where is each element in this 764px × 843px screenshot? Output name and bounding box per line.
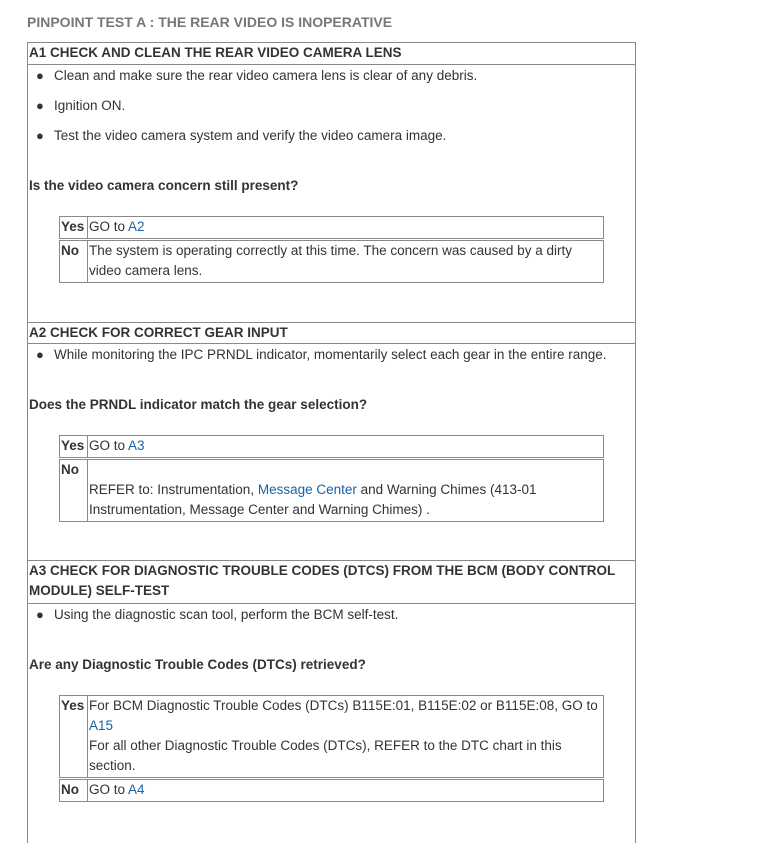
step-a2-answers: [59, 435, 604, 522]
yes-action: GO to A3: [88, 436, 604, 458]
yes-action: GO to A2: [88, 217, 604, 239]
answer-no-row: [60, 780, 604, 802]
answer-yes-row: [60, 436, 604, 458]
list-item: ● Test the video camera system and verify the video camera image.: [36, 128, 447, 143]
step-a2-question: Does the PRNDL indicator match the gear selection?: [29, 397, 368, 412]
bullet-icon: ●: [36, 98, 44, 113]
yes-label: Yes: [60, 217, 88, 239]
no-label: No: [60, 780, 88, 802]
step-a2-title: A2 CHECK FOR CORRECT GEAR INPUT: [28, 323, 635, 344]
list-item: ● While monitoring the IPC PRNDL indicator, momentarily select each gear in the entire range.: [36, 347, 607, 362]
answer-yes-row: [60, 696, 604, 778]
link-a2[interactable]: A2: [128, 219, 145, 234]
list-item: ● Ignition ON.: [36, 98, 126, 113]
answer-yes-row: [60, 217, 604, 239]
answer-no-row: [60, 241, 604, 283]
page-title: PINPOINT TEST A : THE REAR VIDEO IS INOPERATIVE: [27, 14, 393, 30]
step-a1-question: Is the video camera concern still present?: [29, 178, 299, 193]
step-a3-answers: [59, 695, 604, 802]
link-a15[interactable]: A15: [89, 718, 114, 733]
answer-no-row: [60, 460, 604, 522]
yes-label: Yes: [60, 436, 88, 458]
step-a3-title: A3 CHECK FOR DIAGNOSTIC TROUBLE CODES (DTCS) FROM THE BCM (BODY CONTROL MODULE) SELF-TEST: [28, 561, 635, 604]
step-a1-answers: [59, 216, 604, 283]
link-a4[interactable]: A4: [128, 782, 145, 797]
bullet-icon: ●: [36, 347, 44, 362]
list-item: ● Clean and make sure the rear video camera lens is clear of any debris.: [36, 68, 478, 83]
no-label: No: [60, 460, 88, 522]
no-label: No: [60, 241, 88, 283]
no-action: The system is operating correctly at this time. The concern was caused by a dirty video camera lens.: [88, 241, 604, 283]
step-a1-title: A1 CHECK AND CLEAN THE REAR VIDEO CAMERA LENS: [28, 43, 635, 65]
bullet-icon: ●: [36, 128, 44, 143]
yes-label: Yes: [60, 696, 88, 778]
list-item: ● Using the diagnostic scan tool, perform the BCM self-test.: [36, 607, 399, 622]
no-action: GO to A4: [88, 780, 604, 802]
pinpoint-test-table: [27, 42, 636, 843]
yes-action: For BCM Diagnostic Trouble Codes (DTCs) B115E:01, B115E:02 or B115E:08, GO to A15 For all other Diagnostic Trouble Codes (DTCs), REFER to the DTC chart in this section.: [88, 696, 604, 778]
step-a3-question: Are any Diagnostic Trouble Codes (DTCs) retrieved?: [29, 657, 366, 672]
link-message-center[interactable]: Message Center: [257, 482, 357, 497]
link-a3[interactable]: A3: [128, 438, 145, 453]
no-action: REFER to: Instrumentation, Message Center and Warning Chimes (413-01 Instrumentation, Message Center and Warning Chimes) .: [88, 460, 604, 522]
bullet-icon: ●: [36, 607, 44, 622]
bullet-icon: ●: [36, 68, 44, 83]
